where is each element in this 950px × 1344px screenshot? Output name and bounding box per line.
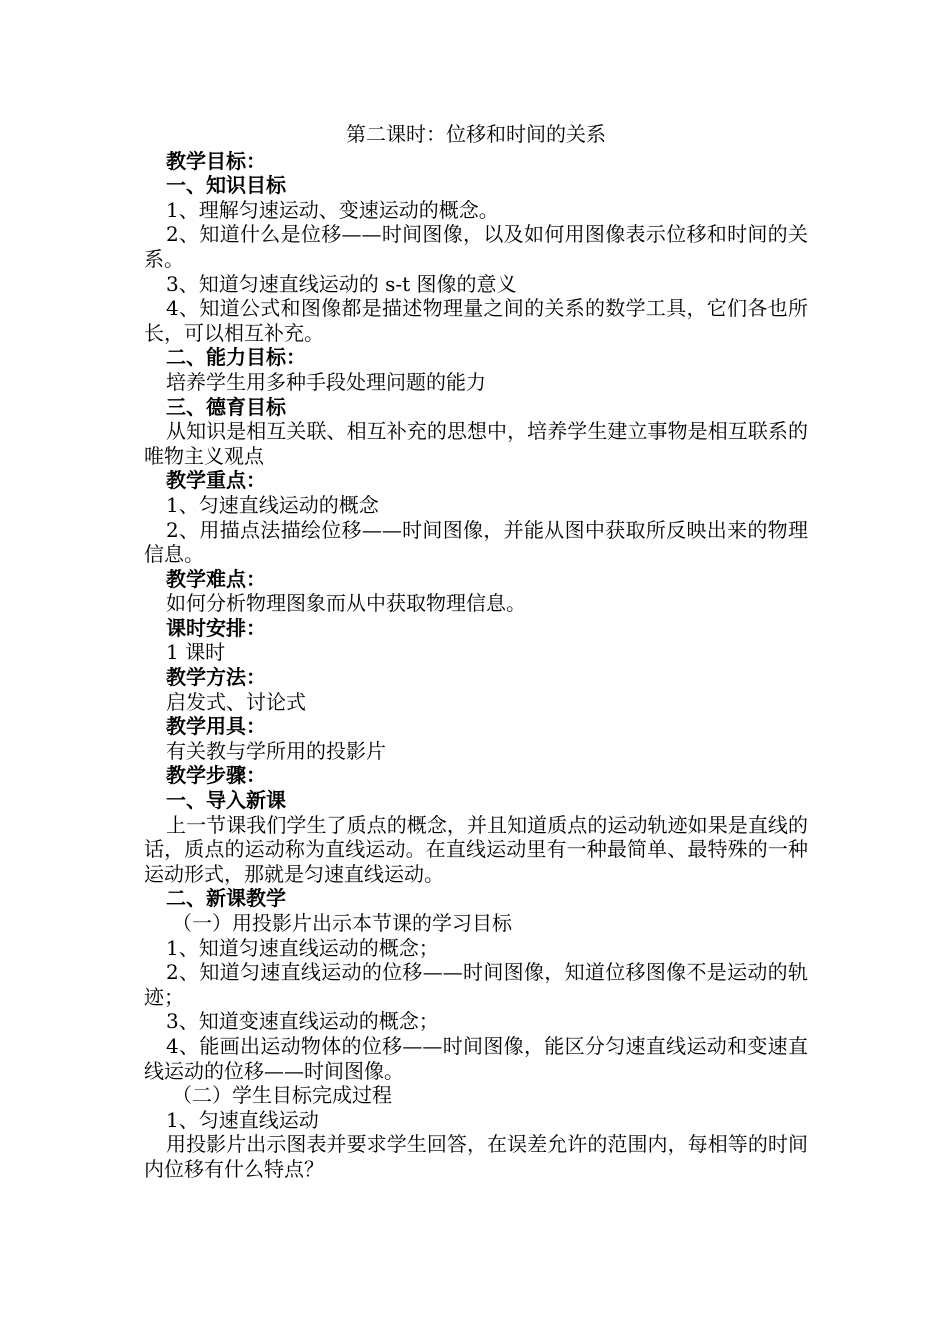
paragraph: 用投影片出示图表并要求学生回答，在误差允许的范围内，每相等的时间内位移有什么特点？: [144, 1132, 808, 1181]
section-heading: 二、能力目标：: [166, 345, 306, 370]
paragraph: 1、匀速直线运动: [166, 1107, 319, 1132]
paragraph: 1、知道匀速直线运动的概念；: [166, 935, 439, 960]
paragraph: （二）学生目标完成过程: [172, 1083, 392, 1108]
section-heading: 教学步骤：: [166, 763, 266, 788]
paragraph: 1 课时: [166, 640, 226, 665]
document-title: 第二课时：位移和时间的关系: [346, 122, 606, 146]
paragraph: 2、知道匀速直线运动的位移——时间图像，知道位移图像不是运动的轨迹；: [144, 960, 808, 1009]
paragraph: 上一节课我们学生了质点的概念，并且知道质点的运动轨迹如果是直线的话，质点的运动称为直线运动。在直线运动里有一种最简单、最特殊的一种运动形式，那就是匀速直线运动。: [144, 812, 808, 886]
section-heading: 教学难点：: [166, 566, 266, 591]
paragraph: 培养学生用多种手段处理问题的能力: [166, 369, 486, 394]
paragraph: 3、知道匀速直线运动的 s-t 图像的意义: [166, 271, 517, 296]
paragraph: 3、知道变速直线运动的概念；: [166, 1009, 439, 1034]
document-page: [144, 122, 808, 1182]
paragraph: （一）用投影片出示本节课的学习目标: [172, 911, 512, 935]
document-body: [144, 149, 808, 1182]
paragraph: 4、能画出运动物体的位移——时间图像，能区分匀速直线运动和变速直线运动的位移——时间图像。: [144, 1033, 808, 1083]
paragraph: 从知识是相互关联、相互补充的思想中，培养学生建立事物是相互联系的唯物主义观点: [144, 419, 808, 468]
section-heading: 教学重点：: [166, 468, 266, 493]
section-heading: 教学用具：: [166, 714, 266, 739]
section-heading: 教学方法：: [166, 665, 266, 690]
paragraph: 1、理解匀速运动、变速运动的概念。: [166, 197, 499, 222]
paragraph: 启发式、讨论式: [166, 689, 306, 714]
section-heading: 一、导入新课: [166, 788, 286, 813]
paragraph: 如何分析物理图象而从中获取物理信息。: [166, 591, 526, 616]
paragraph: 2、用描点法描绘位移——时间图像，并能从图中获取所反映出来的物理信息。: [144, 517, 808, 567]
section-heading: 二、新课教学: [166, 886, 286, 911]
paragraph: 4、知道公式和图像都是描述物理量之间的关系的数学工具，它们各也所长，可以相互补充。: [144, 296, 808, 345]
section-heading: 一、知识目标: [166, 173, 286, 198]
paragraph: 有关教与学所用的投影片: [166, 738, 386, 763]
section-heading: 课时安排：: [166, 615, 266, 640]
section-heading: 三、德育目标: [166, 394, 286, 419]
paragraph: 1、匀速直线运动的概念: [166, 492, 379, 517]
paragraph: 2、知道什么是位移——时间图像，以及如何用图像表示位移和时间的关系。: [144, 222, 808, 271]
section-heading: 教学目标：: [166, 148, 266, 173]
